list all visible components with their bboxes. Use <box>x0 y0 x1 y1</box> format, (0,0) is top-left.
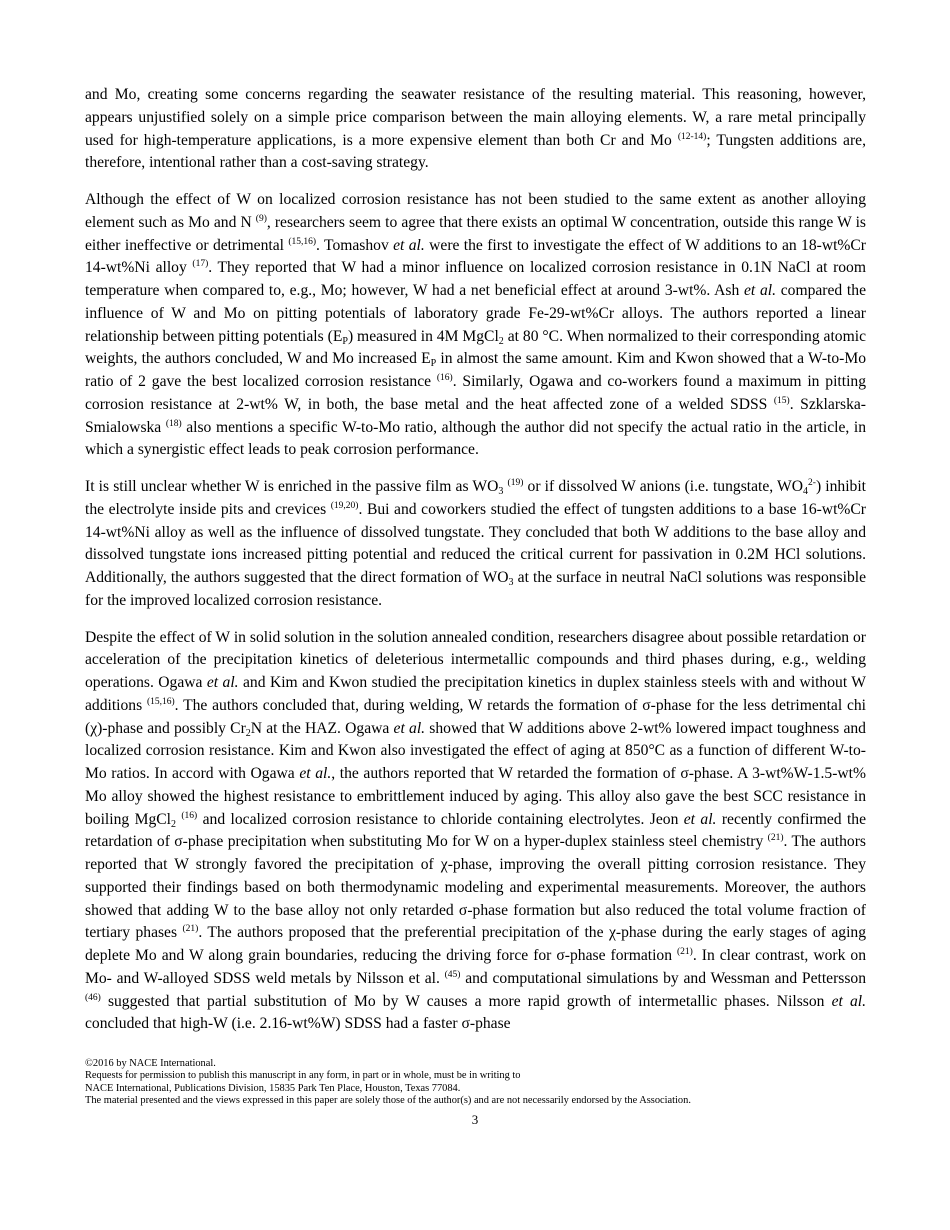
text-run: and computational simulations by and Wessman and Pettersson <box>460 969 867 987</box>
text-run: and Mo, creating some concerns regarding the seawater resistance of the resulting material. This reasoning, however, appears unjustified solely on a simple price comparison between the main alloying elements. W, a rare metal principally used for high-temperature applications, is a more expensive element than both Cr and Mo <box>85 86 866 149</box>
text-run: . In clear contrast, work on Mo- and W-alloyed SDSS weld metals by Nilsson et al. <box>85 947 866 987</box>
text-run: ) measured in 4M MgCl <box>347 327 499 345</box>
footer-disclaimer: The material presented and the views expressed in this paper are solely those of the author(s) and are not necessarily endorsed by the Association. <box>85 1095 691 1107</box>
text-run: . Tomashov <box>316 236 394 254</box>
text-run: recently confirmed the retardation of σ-phase precipitation when substituting Mo for W on a hyper-duplex stainless steel chemistry <box>85 810 866 851</box>
text-run: or if dissolved W anions (i.e. tungstate, WO <box>523 478 804 495</box>
citation: (17) <box>192 259 209 270</box>
text-run: . The authors proposed that the preferential precipitation of the χ-phase during the early stages of aging deplete Mo and W along grain boundaries, reducing the driving force for σ-phase formation <box>85 924 866 964</box>
text-run: and Kim and Kwon studied the precipitation kinetics in duplex stainless steels with and without W additions <box>85 674 867 714</box>
text-run: . Bui and coworkers studied the effect of tungsten additions to a base 16-wt%Cr 14-wt%Ni alloy as well as the influence of dissolved tungstate. They concluded that both W additions to the base alloy and dissolved tungstate ions increased pitting potential and reduced the critical current for passivation in 0.2M HCl solutions. Additionally, the authors suggested that the direct formation of WO <box>85 500 866 586</box>
citation: (15,16) <box>288 236 317 247</box>
citation: (45) <box>444 969 461 980</box>
citation: (21) <box>677 947 693 957</box>
citation: (21) <box>767 833 784 844</box>
citation: (16) <box>181 810 198 821</box>
paragraph <box>85 189 866 462</box>
footer-permission: Requests for permission to publish this manuscript in any form, in part or in whole, must be in writing to <box>85 1070 521 1082</box>
text-run: It is still unclear whether W is enriched in the passive film as WO <box>85 478 499 495</box>
subscript: 4 <box>803 486 809 497</box>
citation: (21) <box>182 924 199 935</box>
subscript: 2 <box>245 727 251 739</box>
citation: (19) <box>507 478 524 488</box>
citation: 2- <box>808 478 816 488</box>
italic-text: et al. <box>206 674 239 691</box>
page-number: 3 <box>471 1111 479 1127</box>
text-run: Although the effect of W on localized corrosion resistance has not been studied to the same extent as another alloying element such as Mo and N <box>85 191 866 231</box>
text-run: . The authors concluded that, during welding, W retards the formation of σ-phase for the less detrimental chi (χ)-phase and possibly Cr <box>85 696 866 737</box>
text-run: , the authors reported that W retarded the formation of σ-phase. A 3-wt%W-1.5-wt% Mo alloy showed the highest resistance to embrittlement induced by aging. This alloy also gave the best SCC resistance in boiling MgCl <box>85 765 866 828</box>
text-run: . They reported that W had a minor influence on localized corrosion resistance in 0.1N NaCl at room temperature when compared to, e.g., Mo; however, W had a net beneficial effect at around 3-wt%. Ash <box>85 259 866 299</box>
text-run: and localized corrosion resistance to chloride containing electrolytes. Jeon <box>197 810 684 828</box>
text-run: compared the influence of W and Mo on pitting potentials of laboratory grade Fe-29-wt%Cr alloys. The authors reported a linear relationship between pitting potentials (E <box>85 282 866 345</box>
paragraph <box>85 84 866 175</box>
body-text <box>85 84 866 1036</box>
italic-text: et al. <box>299 765 332 782</box>
italic-text: et al. <box>683 810 717 828</box>
text-run: showed that W additions above 2-wt% lowered impact toughness and localized corrosion resistance. Kim and Kwon also investigated the effect of aging at 850°C as a function of different W-to-Mo ratios. In accord with Ogawa <box>85 719 866 782</box>
citation: (12-14) <box>677 131 707 142</box>
subscript: 2 <box>498 335 504 347</box>
text-run: N at the HAZ. Ogawa <box>250 719 394 737</box>
text-run: . Szklarska-Smialowska <box>85 395 866 436</box>
paragraph <box>85 476 866 613</box>
text-run: , researchers seem to agree that there exists an optimal W concentration, outside this range W is either ineffective or detrimental <box>85 213 866 254</box>
footer <box>85 1058 950 1108</box>
text-run: ) inhibit the electrolyte inside pits and crevices <box>85 478 867 518</box>
italic-text: et al. <box>393 236 425 254</box>
subscript: P <box>342 335 348 347</box>
citation: (19,20) <box>330 500 359 511</box>
text-run: Despite the effect of W in solid solution in the solution annealed condition, researchers disagree about possible retardation or acceleration of the precipitation kinetics of deleterious intermetallic compounds and third phases during, e.g., welding operations. Ogawa <box>85 628 866 691</box>
italic-text: et al. <box>831 992 866 1010</box>
citation: (9) <box>255 213 267 224</box>
text-run: suggested that partial substitution of Mo by W causes a more rapid growth of intermetallic phases. Nilsson <box>100 992 832 1010</box>
text-run: . Similarly, Ogawa and co-workers found a maximum in pitting corrosion resistance at 2-wt% W, in both, the base metal and the heat affected zone of a welded SDSS <box>85 373 866 413</box>
text-run: ; Tungsten additions are, therefore, intentional rather than a cost-saving strategy. <box>85 131 866 172</box>
paragraph <box>85 627 866 1037</box>
footer-address: NACE International, Publications Division, 15835 Park Ten Place, Houston, Texas 77084. <box>85 1082 461 1094</box>
text-run: at 80 °C. When normalized to their corresponding atomic weights, the authors concluded, W and Mo increased E <box>85 327 866 368</box>
citation: (15) <box>773 395 790 406</box>
italic-text: et al. <box>393 719 426 737</box>
subscript: 2 <box>170 818 176 830</box>
text-run: concluded that high-W (i.e. 2.16-wt%W) SDSS had a faster σ-phase <box>85 1015 511 1033</box>
subscript: 3 <box>508 577 514 588</box>
subscript: P <box>430 358 437 370</box>
citation: (15,16) <box>146 696 175 707</box>
text-run: also mentions a specific W-to-Mo ratio, although the author did not specify the actual ratio in the article, in which a synergistic effect leads to peak corrosion performance. <box>85 418 866 459</box>
text-run: . The authors reported that W strongly favored the precipitation of χ-phase, improving the overall pitting corrosion resistance. They supported their findings based on both thermodynamic modeling and experimental measurements. Moreover, the authors showed that adding W to the base alloy not only retarded σ-phase formation but also reduced the total volume fraction of tertiary phases <box>85 833 866 942</box>
text-run: were the first to investigate the effect of W additions to an 18-wt%Cr 14-wt%Ni alloy <box>85 236 867 277</box>
text-run: at the surface in neutral NaCl solutions was responsible for the improved localized corrosion resistance. <box>85 569 866 609</box>
italic-text: et al. <box>744 282 777 299</box>
citation: (16) <box>436 373 453 383</box>
citation: (18) <box>165 418 182 429</box>
citation: (46) <box>85 992 101 1003</box>
footer-copyright: ©2016 by NACE International. <box>85 1058 216 1069</box>
text-run: in almost the same amount. Kim and Kwon showed that a W-to-Mo ratio of 2 gave the best localized corrosion resistance <box>85 350 866 390</box>
subscript: 3 <box>498 486 504 497</box>
